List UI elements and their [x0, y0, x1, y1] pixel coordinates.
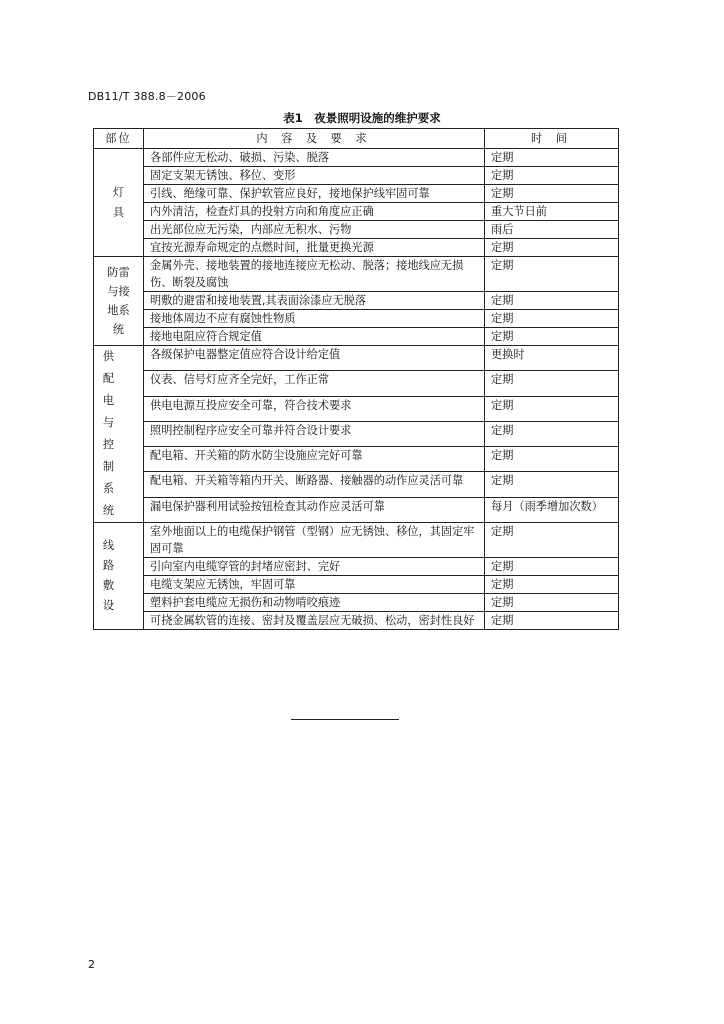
part-label: 线路敷设 — [102, 539, 123, 612]
part-cell-wiring — [94, 523, 144, 630]
content-cell: 明敷的避雷和接地装置,其表面涂漆应无脱落 — [144, 292, 485, 310]
table-title: 表1 夜景照明设施的维护要求 — [283, 111, 441, 125]
content-cell: 金属外壳、接地装置的接地连接应无松动、脱落；接地线应无损伤、断裂及腐蚀 — [144, 257, 485, 292]
time-cell: 定期 — [485, 523, 619, 558]
content-cell: 供电电源互投应安全可靠，符合技术要求 — [144, 396, 485, 421]
table-row — [94, 292, 619, 310]
content-cell: 室外地面以上的电缆保护钢管（型钢）应无锈蚀、移位，其固定牢固可靠 — [144, 523, 485, 558]
table-row — [94, 472, 619, 497]
content-cell: 出光部位应无污染，内部应无积水、污物 — [144, 221, 485, 239]
content-cell: 仪表、信号灯应齐全完好，工作正常 — [144, 371, 485, 396]
table-row — [94, 310, 619, 328]
time-cell: 定期 — [485, 612, 619, 630]
table-row — [94, 523, 619, 558]
table-row — [94, 371, 619, 396]
content-cell: 接地电阻应符合规定值 — [144, 328, 485, 346]
content-cell: 各级保护电器整定值应符合设计给定值 — [144, 346, 485, 371]
part-cell-lamps — [94, 149, 144, 257]
time-cell: 雨后 — [485, 221, 619, 239]
maintenance-requirements-table — [93, 128, 619, 630]
time-cell: 定期 — [485, 594, 619, 612]
part-label: 供配电与控制系统 — [102, 350, 123, 517]
time-cell: 定期 — [485, 257, 619, 292]
time-cell: 定期 — [485, 239, 619, 257]
content-cell: 接地体周边不应有腐蚀性物质 — [144, 310, 485, 328]
content-cell: 固定支架无锈蚀、移位、变形 — [144, 167, 485, 185]
time-cell: 定期 — [485, 472, 619, 497]
time-cell: 定期 — [485, 149, 619, 167]
table-row — [94, 594, 619, 612]
table-row — [94, 203, 619, 221]
column-header-time: 时 间 — [485, 129, 619, 149]
column-header-part: 部位 — [94, 129, 144, 149]
content-cell: 引向室内电缆穿管的封堵应密封、完好 — [144, 558, 485, 576]
time-cell: 定期 — [485, 576, 619, 594]
content-cell: 照明控制程序应安全可靠并符合设计要求 — [144, 421, 485, 446]
table-row — [94, 421, 619, 446]
content-cell: 各部件应无松动、破损、污染、脱落 — [144, 149, 485, 167]
content-cell: 引线、绝缘可靠、保护软管应良好，接地保护线牢固可靠 — [144, 185, 485, 203]
time-cell: 定期 — [485, 421, 619, 446]
time-cell: 定期 — [485, 396, 619, 421]
table-row — [94, 221, 619, 239]
time-cell: 定期 — [485, 371, 619, 396]
page-number: 2 — [88, 958, 95, 971]
time-cell: 每月（雨季增加次数） — [485, 497, 619, 522]
time-cell: 定期 — [485, 558, 619, 576]
content-cell: 电缆支架应无锈蚀，牢固可靠 — [144, 576, 485, 594]
time-cell: 定期 — [485, 447, 619, 472]
time-cell: 定期 — [485, 167, 619, 185]
content-cell: 宜按光源寿命规定的点燃时间，批量更换光源 — [144, 239, 485, 257]
table-row — [94, 257, 619, 292]
content-cell: 塑料护套电缆应无损伤和动物啃咬痕迹 — [144, 594, 485, 612]
document-code: DB11/T 388.8－2006 — [88, 90, 206, 103]
time-cell: 定期 — [485, 292, 619, 310]
content-cell: 配电箱、开关箱等箱内开关、断路器、接触器的动作应灵活可靠 — [144, 472, 485, 497]
part-cell-lightning-grounding — [94, 257, 144, 346]
table-row — [94, 558, 619, 576]
part-label: 防雷与接地系统 — [107, 266, 130, 336]
table-row — [94, 167, 619, 185]
table-row — [94, 149, 619, 167]
table-header-row — [94, 129, 619, 149]
content-cell: 配电箱、开关箱的防水防尘设施应完好可靠 — [144, 447, 485, 472]
time-cell: 重大节日前 — [485, 203, 619, 221]
content-cell: 内外清洁，检查灯具的投射方向和角度应正确 — [144, 203, 485, 221]
table-row — [94, 612, 619, 630]
part-label: 灯具 — [112, 185, 125, 219]
table-row — [94, 447, 619, 472]
table-row — [94, 576, 619, 594]
end-of-text-rule — [291, 719, 399, 720]
table-row — [94, 396, 619, 421]
table-row — [94, 239, 619, 257]
part-cell-power-control — [94, 346, 144, 523]
content-cell: 漏电保护器利用试验按钮检查其动作应灵活可靠 — [144, 497, 485, 522]
time-cell: 更换时 — [485, 346, 619, 371]
table-row — [94, 346, 619, 371]
table-row — [94, 185, 619, 203]
time-cell: 定期 — [485, 328, 619, 346]
content-cell: 可挠金属软管的连接、密封及覆盖层应无破损、松动，密封性良好 — [144, 612, 485, 630]
time-cell: 定期 — [485, 310, 619, 328]
table-row — [94, 328, 619, 346]
table-row — [94, 497, 619, 522]
time-cell: 定期 — [485, 185, 619, 203]
column-header-content: 内 容 及 要 求 — [144, 129, 485, 149]
